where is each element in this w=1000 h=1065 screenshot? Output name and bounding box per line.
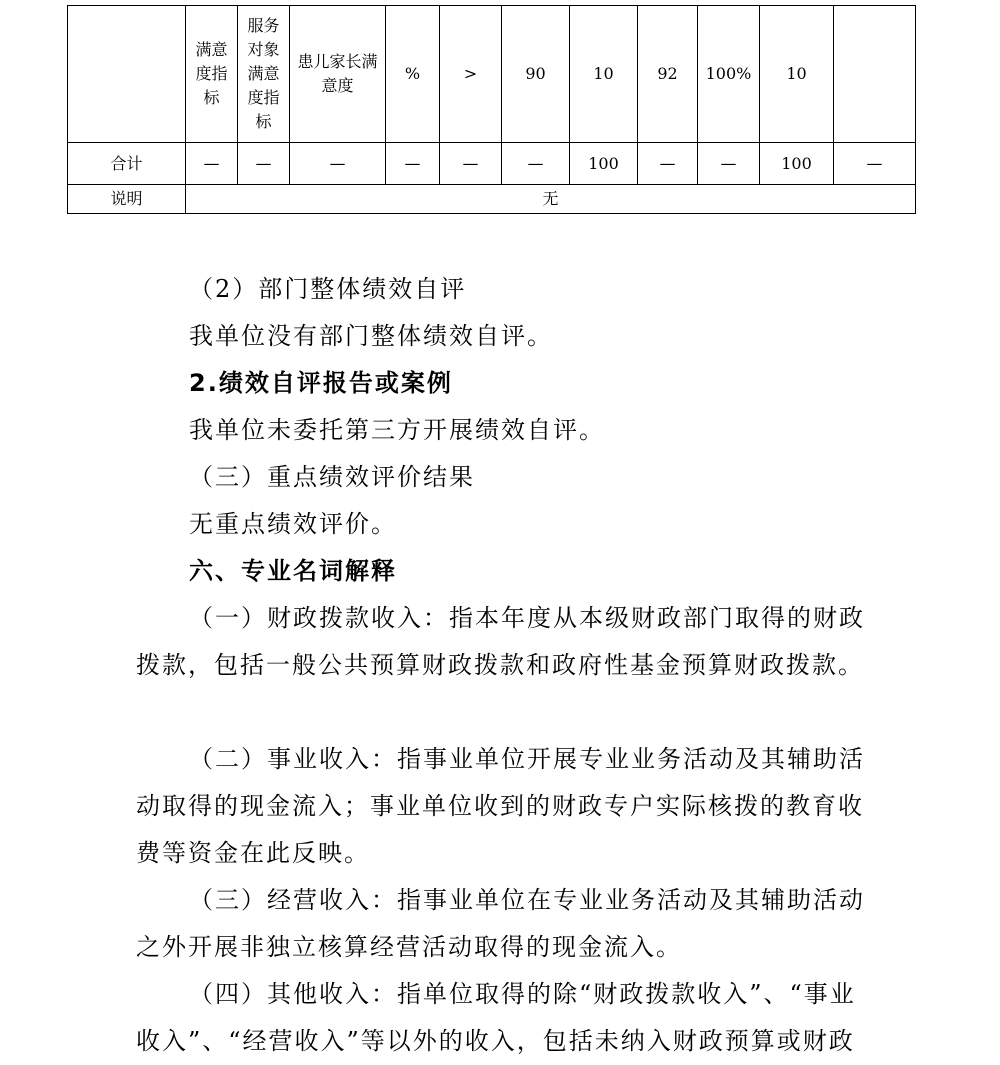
table-cell: —	[290, 143, 386, 185]
table-cell: 患儿家长满意度	[290, 6, 386, 143]
table-row	[68, 6, 916, 143]
table-cell	[68, 6, 186, 143]
table-cell-label: 合计	[68, 143, 186, 185]
performance-table	[67, 5, 916, 214]
table-row-note	[68, 185, 916, 214]
paragraph: 我单位未委托第三方开展绩效自评。	[189, 416, 605, 444]
table-cell: —	[440, 143, 502, 185]
table-cell: —	[238, 143, 290, 185]
paragraph: （二）事业收入：指事业单位开展专业业务活动及其辅助活动取得的现金流入；事业单位收到的财政专户实际核拨的教育收费等资金在此反映。	[136, 745, 865, 867]
table-cell: —	[834, 143, 916, 185]
section-heading: 2.绩效自评报告或案例	[189, 369, 453, 397]
table-cell: —	[502, 143, 570, 185]
table-cell: —	[698, 143, 760, 185]
table-cell: 服务对象满意度指标	[238, 6, 290, 143]
table-cell-note: 无	[186, 185, 916, 214]
table-cell: 100	[570, 143, 638, 185]
table-cell-label: 说明	[68, 185, 186, 214]
paragraph: （一）财政拨款收入：指本年度从本级财政部门取得的财政拨款，包括一般公共预算财政拨款和政府性基金预算财政拨款。	[136, 604, 865, 679]
subsection-heading: （三）重点绩效评价结果	[189, 463, 475, 491]
paragraph: （三）经营收入：指事业单位在专业业务活动及其辅助活动之外开展非独立核算经营活动取得的现金流入。	[136, 886, 865, 961]
paragraph: 我单位没有部门整体绩效自评。	[189, 322, 553, 350]
section-heading: 六、专业名词解释	[189, 557, 397, 585]
table-cell: 92	[638, 6, 698, 143]
table-cell: %	[386, 6, 440, 143]
table-cell: 100	[760, 143, 834, 185]
table-cell: —	[186, 143, 238, 185]
subsection-heading: （2）部门整体绩效自评	[189, 275, 467, 303]
paragraph: （四）其他收入：指单位取得的除“财政拨款收入”、“事业收入”、“经营收入”等以外的收入，包括未纳入财政预算或财政	[136, 980, 856, 1055]
table-cell: >	[440, 6, 502, 143]
table-cell: 10	[570, 6, 638, 143]
table-cell: 90	[502, 6, 570, 143]
table-cell: 100%	[698, 6, 760, 143]
paragraph: 无重点绩效评价。	[189, 510, 397, 538]
table-cell	[834, 6, 916, 143]
table-cell: 10	[760, 6, 834, 143]
table-cell: —	[386, 143, 440, 185]
table-row-total	[68, 143, 916, 185]
table-cell: 满意度指标	[186, 6, 238, 143]
table-cell: —	[638, 143, 698, 185]
